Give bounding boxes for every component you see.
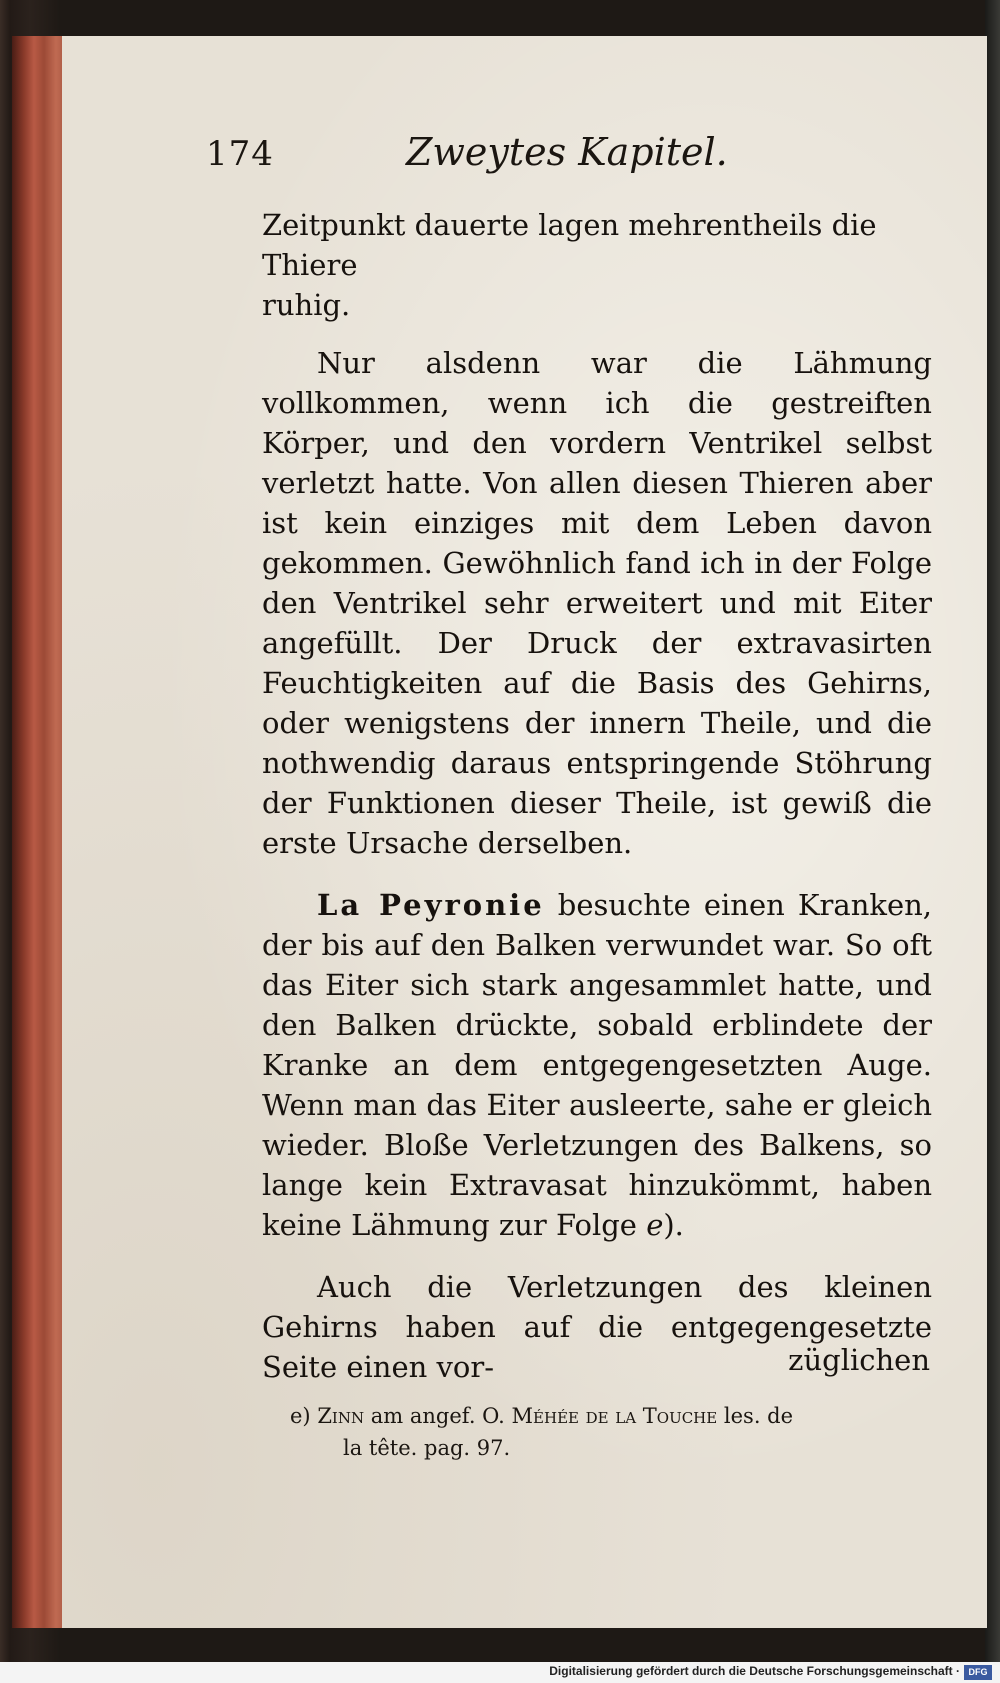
paragraph-3 [262, 885, 932, 1245]
paragraph-2: Nur alsdenn war die Lähmung vollkommen, wenn ich die gestreiften Körper, und den vordern Ventrikel selbst verletzt hatte. Von allen diesen Thieren aber ist kein einziges mit dem Leben davon gekommen. Gewöhnlich fand ich in der Folge den Ventrikel sehr erweitert und mit Eiter angefüllt. Der Druck der extravasirten Feuchtigkeiten auf die Basis des Gehirns, oder wenigstens der innern Theile, und die nothwendig daraus entspringende Stöhrung der Funktionen dieser Theile, ist gewiß die erste Ursache derselben. [262, 346, 932, 860]
catchword: züglichen [788, 1343, 930, 1377]
footnote-marker: e) [290, 1404, 311, 1428]
footnote-text-1: am angef. O. [370, 1404, 505, 1428]
body-text [262, 205, 932, 1387]
scan-right-edge [985, 0, 1000, 1683]
page-header [206, 116, 746, 176]
digitization-footer [0, 1662, 1000, 1683]
paragraph-1-line-2: ruhig. [262, 288, 351, 322]
paragraph-3-text: besuchte einen Kranken, der bis auf den Balken verwundet war. So oft das Eiter sich stark angesammlet hatte, und den Balken drückte, sobald erblindete der Kranke an dem entgegengesetzten Auge. Wenn man das Eiter ausleerte, sahe er gleich wieder. Bloße Verletzungen des Balkens, so lange kein Extravasat hinzukömmt, haben keine Lähmung zur Folge [262, 888, 933, 1242]
footnote [290, 1400, 930, 1464]
running-title: Zweytes Kapitel. [406, 130, 728, 174]
dfg-logo-icon: DFG [964, 1665, 992, 1680]
footnote-author-1: Zinn [317, 1404, 365, 1428]
funding-credit: Digitalisierung gefördert durch die Deutsche Forschungsgemeinschaft · [549, 1664, 960, 1678]
paragraph-1 [262, 205, 932, 325]
paragraph-4: Auch die Verletzungen des kleinen Gehirns haben auf die entgegengesetzte Seite einen vor- [262, 1270, 932, 1384]
paragraph-3-end: ). [663, 1208, 684, 1242]
paragraph-1-line-1: Zeitpunkt dauerte lagen mehrentheils die Thiere [262, 208, 877, 282]
person-name: La Peyronie [317, 888, 545, 922]
footnote-line-2: la tête. pag. 97. [343, 1436, 511, 1460]
footnote-text-2: les. de [723, 1404, 794, 1428]
footnote-author-2: Méhée de la Touche [511, 1404, 718, 1428]
page-number: 174 [206, 134, 274, 174]
footnote-reference: e [646, 1208, 664, 1242]
